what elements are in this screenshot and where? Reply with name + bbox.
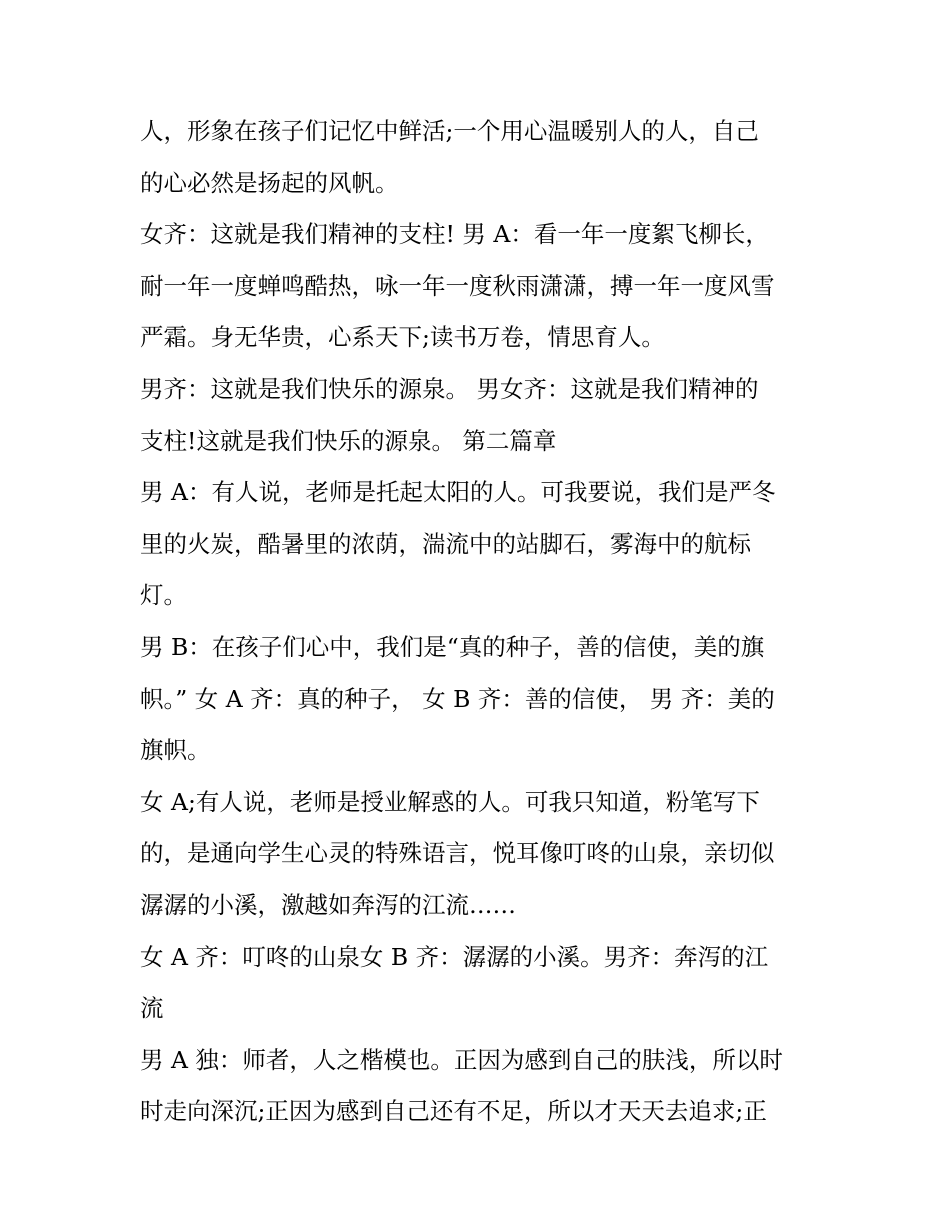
text-line: 女齐：这就是我们精神的支柱! 男 A：看一年一度絮飞柳长， [140, 220, 769, 249]
text-line: 时走向深沉;正因为感到自己还有不足，所以才天天去追求;正 [140, 1097, 767, 1126]
text-line: 人，形象在孩子们记忆中鲜活;一个用心温暖别人的人，自己 [140, 117, 759, 145]
text-line: 女 A 齐：叮咚的山泉女 B 齐：潺潺的小溪。男齐：奔泻的江 [140, 942, 769, 971]
text-line: 支柱!这就是我们快乐的源泉。 第二篇章 [140, 426, 557, 455]
text-line: 的，是通向学生心灵的特殊语言，悦耳像叮咚的山泉，亲切似 [140, 839, 775, 868]
text-line: 旗帜。 [140, 736, 211, 765]
text-line: 女 A;有人说，老师是授业解惑的人。可我只知道，粉笔写下 [140, 787, 760, 816]
text-line: 男 A 独：师者，人之楷模也。正因为感到自己的肤浅，所以时 [140, 1045, 783, 1074]
text-line: 潺潺的小溪，激越如奔泻的江流…… [140, 890, 516, 919]
text-line: 严霜。身无华贵，心系天下;读书万卷，情思育人。 [140, 323, 665, 352]
text-line: 流 [140, 994, 164, 1023]
text-line: 男 B：在孩子们心中，我们是“真的种子，善的信使，美的旗 [140, 632, 765, 661]
text-line: 的心必然是扬起的风帆。 [140, 168, 399, 197]
text-line: 灯。 [140, 581, 187, 610]
text-line: 帜。” 女 A 齐：真的种子， 女 B 齐：善的信使， 男 齐：美的 [140, 684, 775, 713]
text-line: 男齐：这就是我们快乐的源泉。 男女齐：这就是我们精神的 [140, 374, 759, 403]
text-line: 里的火炭，酷暑里的浓荫，湍流中的站脚石，雾海中的航标 [140, 529, 751, 558]
text-line: 耐一年一度蝉鸣酷热，咏一年一度秋雨潇潇，搏一年一度风雪 [140, 271, 775, 300]
document-body [140, 106, 820, 1138]
text-line: 男 A：有人说，老师是托起太阳的人。可我要说，我们是严冬 [140, 478, 776, 507]
